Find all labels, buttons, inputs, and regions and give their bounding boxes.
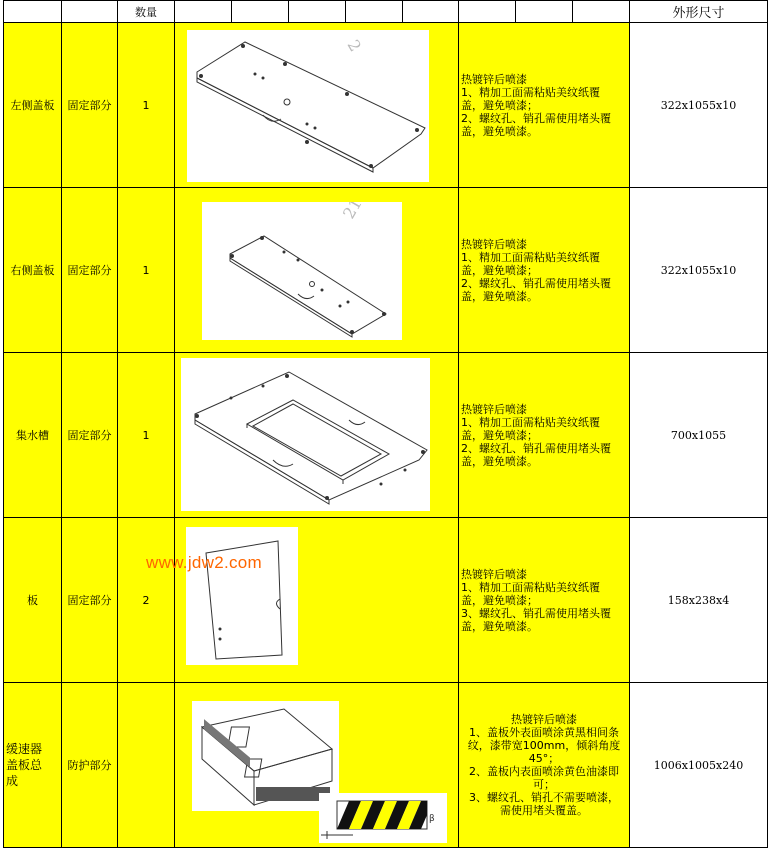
part-name: 右侧盖板 <box>4 188 62 353</box>
hazard-stripe-sample <box>319 793 447 843</box>
part-size: 158x238x4 <box>630 518 768 683</box>
part-notes: 热镀锌后喷漆 1、精加工面需粘贴美纹纸覆 盖，避免喷漆； 3、螺纹孔、销孔需使用堵头覆 盖，避免喷漆。 <box>459 518 630 683</box>
plate-drawing <box>186 527 298 665</box>
part-notes: 热镀锌后喷漆 1、盖板外表面喷涂黄黑相间条 纹，漆带宽100mm，倾斜角度 45°； 2、盖板内表面喷涂黄色油漆即 可； 3、螺纹孔、销孔不需要喷漆， 需使用堵头覆盖。 <box>459 683 630 848</box>
part-notes: 热镀锌后喷漆 1、精加工面需粘贴美纹纸覆 盖，避免喷漆； 2、螺纹孔、销孔需使用堵头覆 盖，避免喷漆。 <box>459 188 630 353</box>
water-collection-tank-drawing <box>181 358 430 511</box>
part-category: 固定部分 <box>62 518 118 683</box>
retarder-cover-assembly-drawing <box>192 701 339 811</box>
part-qty: 1 <box>118 188 175 353</box>
part-name: 左侧盖板 <box>4 23 62 188</box>
header-col-part <box>62 1 118 23</box>
part-size: 322x1055x10 <box>630 23 768 188</box>
part-qty <box>118 683 175 848</box>
part-name: 缓速器 盖板总 成 <box>4 683 62 848</box>
part-notes: 热镀锌后喷漆 1、精加工面需粘贴美纹纸覆 盖，避免喷漆； 2、螺纹孔、销孔需使用堵头覆 盖，避免喷漆。 <box>459 353 630 518</box>
part-notes: 热镀锌后喷漆 1、精加工面需粘贴美纹纸覆 盖，避免喷漆； 2、螺纹孔、销孔需使用堵头覆 盖，避免喷漆。 <box>459 23 630 188</box>
header-qty: 数量 <box>118 1 175 23</box>
header-row <box>4 1 768 23</box>
part-category: 固定部分 <box>62 353 118 518</box>
header-col-name <box>4 1 62 23</box>
part-category: 固定部分 <box>62 23 118 188</box>
svg-text:2: 2 <box>343 36 366 55</box>
part-size: 322x1055x10 <box>630 188 768 353</box>
watermark: www.jdw2.com <box>146 553 263 572</box>
part-category: 防护部分 <box>62 683 118 848</box>
part-category: 固定部分 <box>62 188 118 353</box>
header-dimensions: 外形尺寸 <box>630 1 768 23</box>
part-qty: 1 <box>118 353 175 518</box>
svg-text:21: 21 <box>339 202 366 222</box>
part-size: 700x1055 <box>630 353 768 518</box>
part-size: 1006x1005x240 <box>630 683 768 848</box>
angle-label: β <box>429 814 435 824</box>
part-name: 板 <box>4 518 62 683</box>
part-qty: 2 <box>118 518 175 683</box>
part-qty: 1 <box>118 23 175 188</box>
table-row <box>4 518 768 683</box>
left-cover-plate-drawing <box>187 30 429 182</box>
part-name: 集水槽 <box>4 353 62 518</box>
right-cover-plate-drawing <box>202 202 402 340</box>
